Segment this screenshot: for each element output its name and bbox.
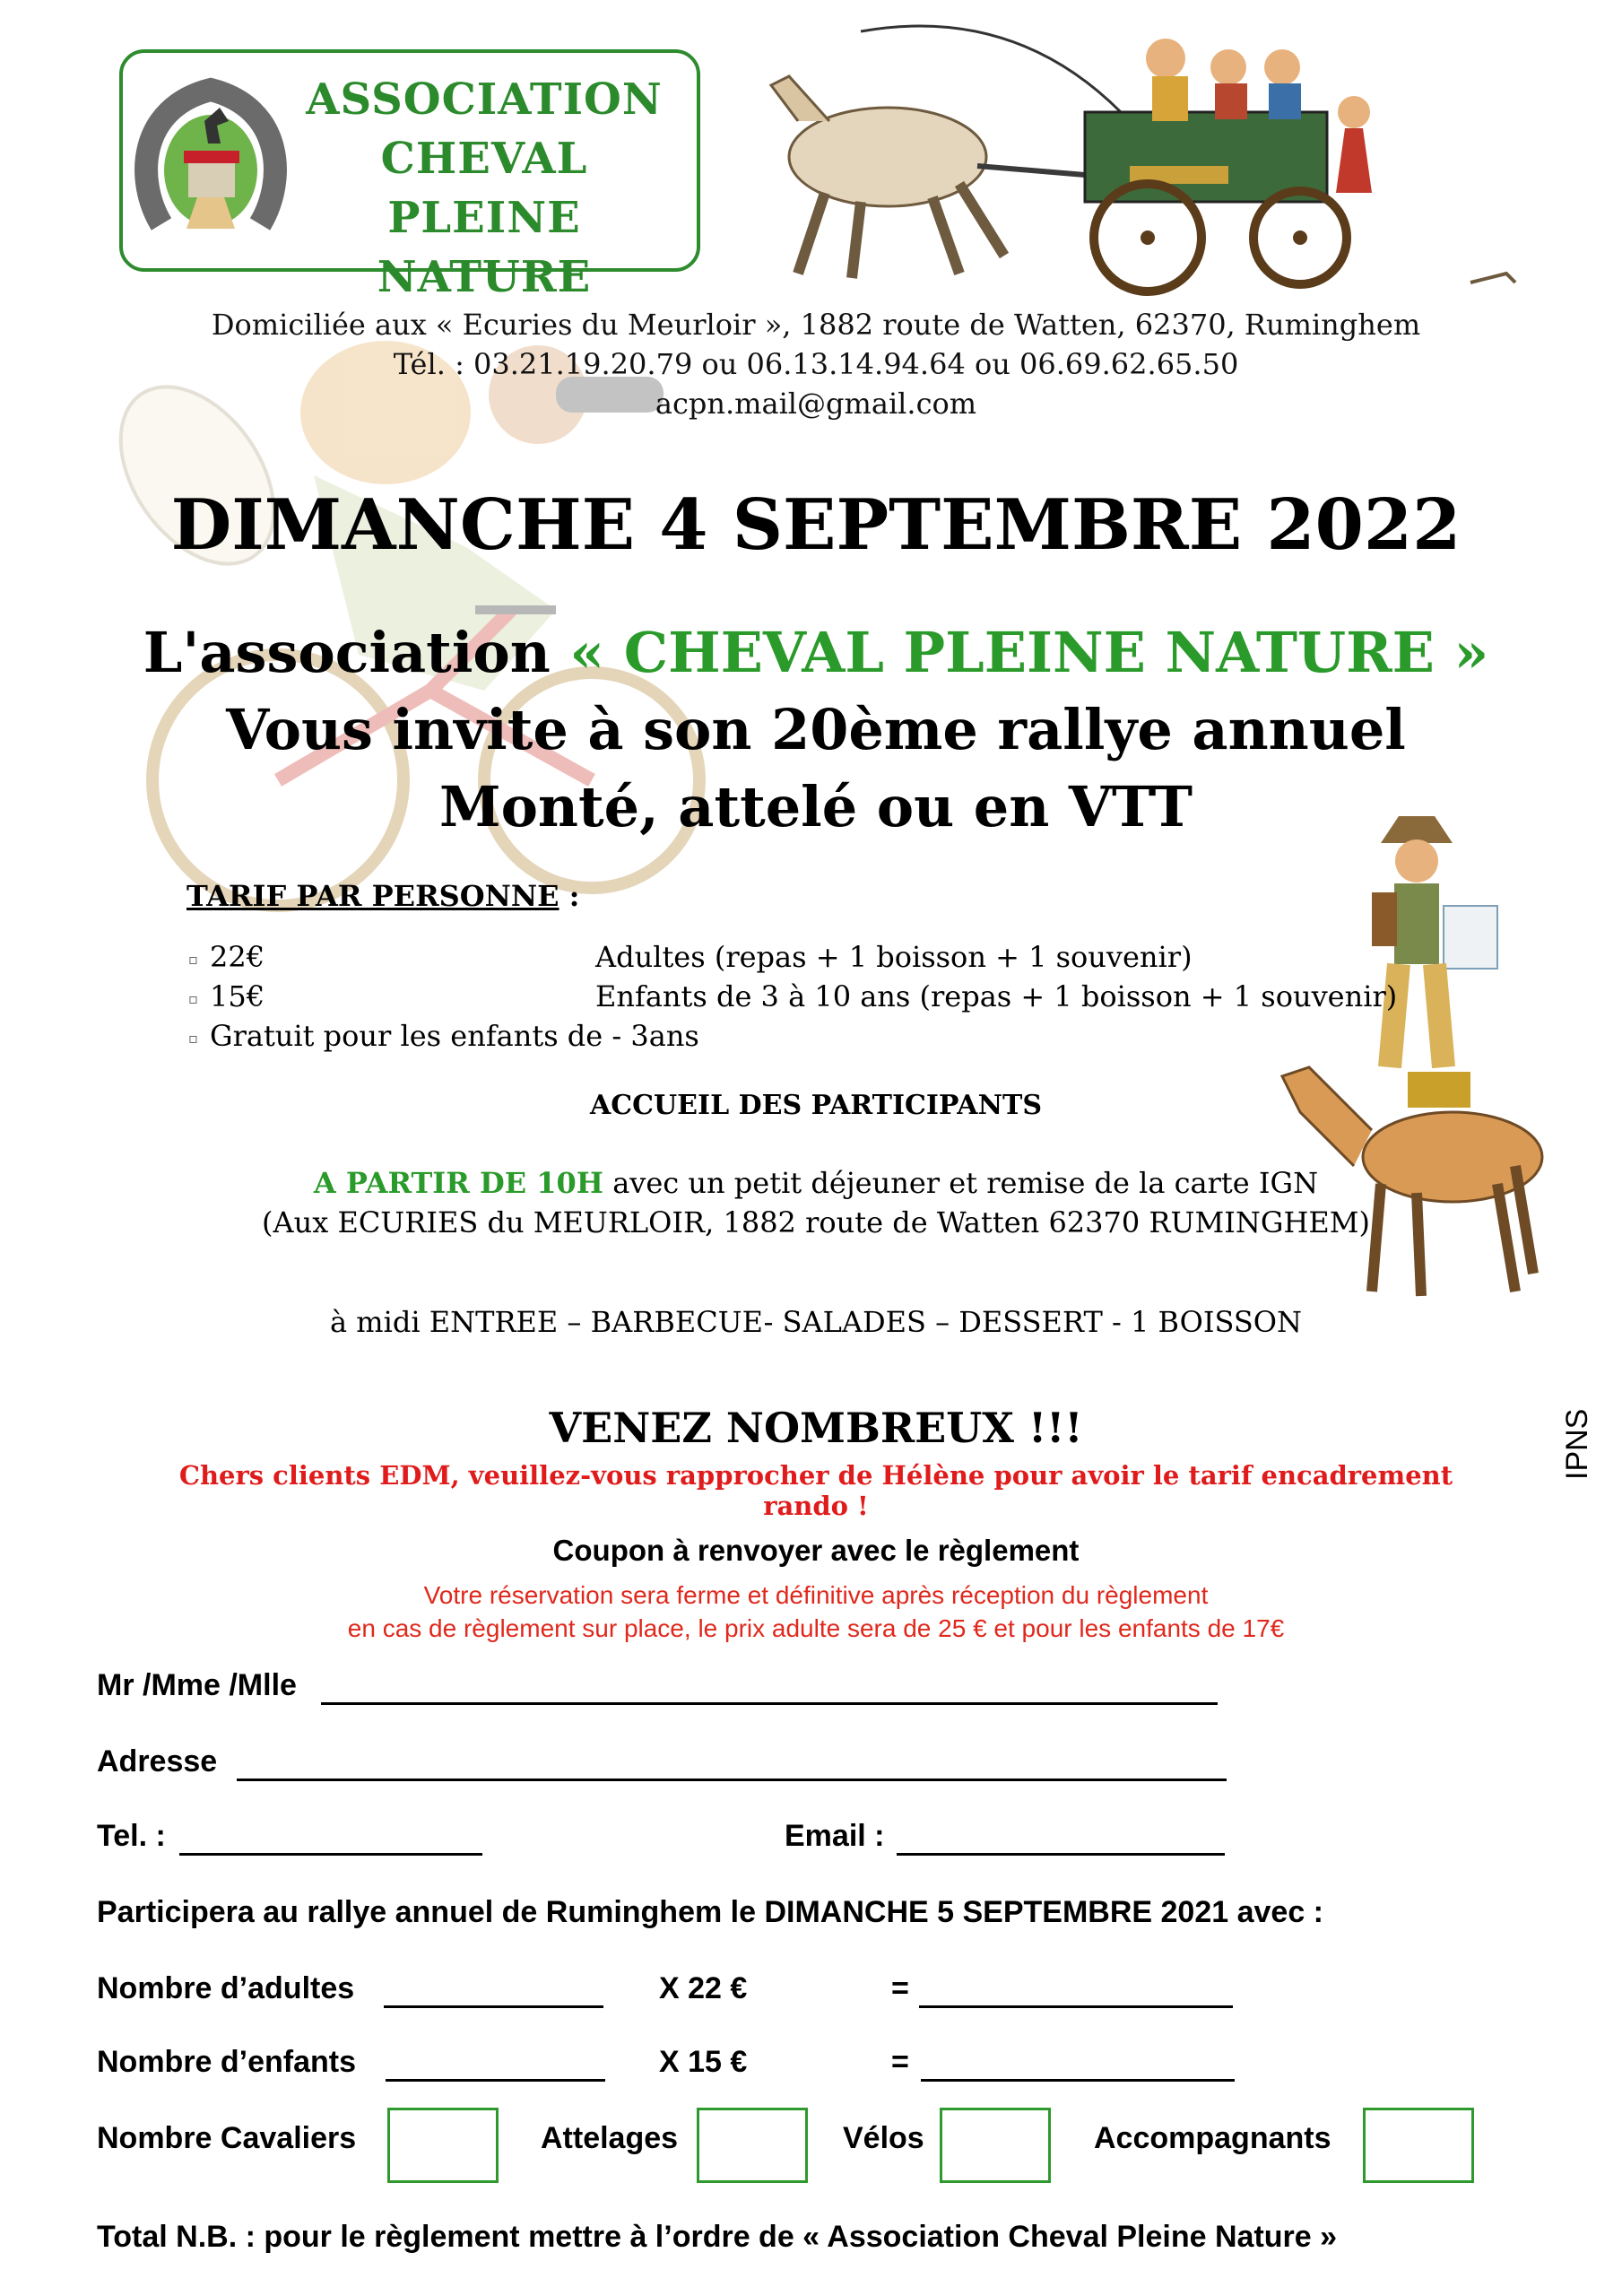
accueil-line-rest: avec un petit déjeuner et remise de la carte IGN	[603, 1166, 1319, 1200]
adults-count-field[interactable]	[384, 2005, 603, 2008]
association-name: « CHEVAL PLEINE NATURE »	[569, 620, 1489, 685]
coupon-title: Coupon à renvoyer avec le règlement	[552, 1534, 1080, 1567]
accueil-title: ACCUEIL DES PARTICIPANTS	[589, 1090, 1042, 1121]
children-price: X 15 €	[659, 2045, 748, 2079]
equals-sign: =	[891, 1971, 909, 2005]
children-count-field[interactable]	[386, 2079, 605, 2082]
tarif-price: 22€	[210, 940, 265, 974]
tel-field[interactable]	[179, 1853, 482, 1856]
name-field[interactable]	[321, 1702, 1218, 1705]
logo-title-line: ASSOCIATION	[306, 74, 663, 125]
lunch-menu: à midi ENTREE – BARBECUE- SALADES – DESSERT - 1 BOISSON	[330, 1305, 1302, 1339]
logo-title-line: CHEVAL	[380, 134, 588, 184]
bullet-icon: ▫	[188, 950, 198, 968]
accueil-location: (Aux ECURIES du MEURLOIR, 1882 route de Watten 62370 RUMINGHEM)	[262, 1205, 1370, 1239]
email-field[interactable]	[897, 1853, 1225, 1856]
tarif-price: Gratuit pour les enfants de - 3ans	[210, 1019, 699, 1053]
accueil-time: A PARTIR DE 10H	[313, 1166, 604, 1200]
coupon-note: Votre réservation sera ferme et définitive après réception du règlement	[423, 1581, 1209, 1609]
accompagnants-checkbox[interactable]	[1363, 2108, 1474, 2183]
tarif-row	[188, 937, 265, 979]
address-block	[179, 305, 1453, 423]
adults-price: X 22 €	[659, 1971, 748, 2005]
email-address: acpn.mail@gmail.com	[655, 387, 977, 421]
velos-checkbox[interactable]	[940, 2108, 1051, 2183]
address-field[interactable]	[237, 1779, 1227, 1781]
children-label: Nombre d’enfants	[97, 2045, 357, 2079]
cavaliers-checkbox[interactable]	[387, 2108, 499, 2183]
attelages-label: Attelages	[541, 2121, 679, 2155]
address-label: Adresse	[97, 1744, 218, 1779]
logo-title-line: PLEINE NATURE	[377, 193, 592, 302]
accompagnants-label: Accompagnants	[1094, 2121, 1331, 2155]
address-line: Domiciliée aux « Ecuries du Meurloir », 1882 route de Watten, 62370, Ruminghem	[211, 308, 1421, 342]
horse-carriage-illustration	[744, 13, 1533, 300]
invite-line-3: Monté, attelé ou en VTT	[438, 774, 1193, 839]
tarif-description: Enfants de 3 à 10 ans (repas + 1 boisson + 1 souvenir)	[595, 979, 1398, 1013]
payment-note: Total N.B. : pour le règlement mettre à l’ordre de « Association Cheval Pleine Nature »	[97, 2220, 1338, 2254]
children-total-field[interactable]	[921, 2079, 1235, 2082]
velos-label: Vélos	[843, 2121, 924, 2155]
tarif-title	[186, 879, 579, 913]
adults-total-field[interactable]	[919, 2005, 1233, 2008]
cavaliers-label: Nombre Cavaliers	[97, 2121, 357, 2155]
tel-label: Tel. :	[97, 1819, 166, 1853]
logo-title	[296, 70, 672, 307]
attelages-checkbox[interactable]	[697, 2108, 808, 2183]
invite-line-2: Vous invite à son 20ème rallye annuel	[226, 697, 1406, 762]
horseshoe-logo-icon	[134, 72, 287, 242]
invite-line-1	[108, 614, 1524, 691]
tarif-row	[188, 977, 265, 1019]
participation-statement: Participera au rallye annuel de Ruminghem le DIMANCHE 5 SEPTEMBRE 2021 avec :	[97, 1895, 1324, 1929]
invite-prefix: L'association	[143, 620, 570, 685]
equals-sign: =	[891, 2045, 909, 2079]
name-label: Mr /Mme /Mlle	[97, 1668, 297, 1702]
ipns-label: IPNS	[1560, 1408, 1594, 1480]
tarif-title-text: TARIF PAR PERSONNE	[186, 879, 559, 913]
phone-line: Tél. : 03.21.19.20.79 ou 06.13.14.94.64 ou 06.69.62.65.50	[393, 347, 1239, 381]
event-date: DIMANCHE 4 SEPTEMBRE 2022	[170, 484, 1462, 566]
bullet-icon: ▫	[188, 1029, 198, 1047]
coupon-note: en cas de règlement sur place, le prix adulte sera de 25 € et pour les enfants de 17€	[347, 1614, 1285, 1642]
tarif-description: Adultes (repas + 1 boisson + 1 souvenir)	[595, 940, 1193, 974]
venez-nombreux: VENEZ NOMBREUX !!!	[549, 1404, 1083, 1452]
adults-label: Nombre d’adultes	[97, 1971, 355, 2005]
edm-clients-note: Chers clients EDM, veuillez-vous rapprocher de Hélène pour avoir le tarif encadrement rando !	[178, 1460, 1453, 1521]
accueil-line	[179, 1166, 1453, 1200]
bullet-icon: ▫	[188, 989, 198, 1007]
tarif-title-suffix: :	[559, 879, 580, 913]
email-label: Email :	[785, 1819, 885, 1853]
tarif-row	[188, 1016, 699, 1058]
tarif-price: 15€	[210, 979, 265, 1013]
